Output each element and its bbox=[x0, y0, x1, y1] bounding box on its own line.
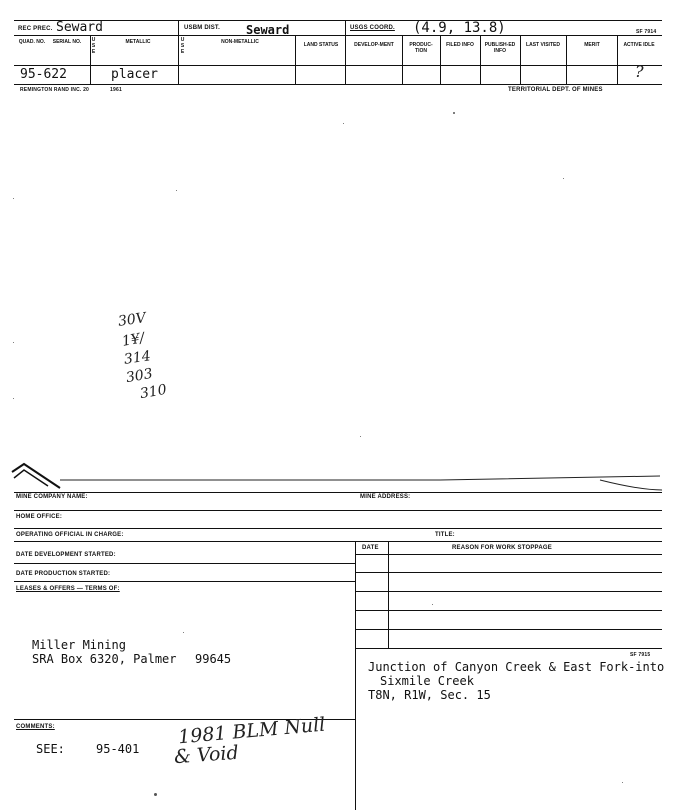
see-value: 95-401 bbox=[96, 742, 140, 756]
col-serial-no: SERIAL NO. bbox=[52, 39, 82, 45]
col-development: DEVELOP-MENT bbox=[354, 42, 394, 48]
divider bbox=[402, 35, 403, 84]
handwritten-note-line-1: 1981 BLM Null bbox=[177, 713, 327, 749]
col-production: PRODUC-TION bbox=[409, 42, 433, 54]
divider bbox=[480, 35, 481, 84]
col-filed-info: FILED INFO bbox=[446, 42, 474, 48]
speck bbox=[154, 793, 157, 796]
rec-prec-value: Seward bbox=[56, 20, 103, 35]
date-col-label: DATE bbox=[362, 545, 379, 551]
date-divider bbox=[388, 541, 389, 649]
handwritten-number: 30V bbox=[117, 310, 147, 330]
handwritten-number: 303 bbox=[124, 365, 154, 387]
form-number-2: SF 7915 bbox=[630, 652, 651, 658]
printer-code: 1961 bbox=[110, 87, 122, 93]
location-line-2: Sixmile Creek bbox=[380, 674, 474, 688]
divider bbox=[520, 35, 521, 84]
comments-label: COMMENTS: bbox=[16, 724, 55, 730]
handwritten-number: 1¥/ bbox=[120, 330, 146, 350]
col-use: U S E bbox=[91, 37, 96, 55]
speck bbox=[453, 112, 455, 114]
divider bbox=[178, 20, 179, 84]
reason-col-label: REASON FOR WORK STOPPAGE bbox=[452, 545, 552, 551]
col-metallic: METALLIC bbox=[125, 39, 151, 45]
handwritten-number: 310 bbox=[138, 381, 168, 403]
header-rule bbox=[14, 35, 662, 36]
speck bbox=[360, 436, 361, 437]
quad-serial-value: 95-622 bbox=[20, 67, 67, 82]
form-number: SF 7914 bbox=[636, 29, 657, 35]
col-non-metallic: NON-METALLIC bbox=[221, 39, 259, 45]
speck bbox=[176, 190, 177, 191]
table-rule bbox=[355, 648, 662, 649]
speck bbox=[563, 178, 564, 179]
department-label: TERRITORIAL DEPT. OF MINES bbox=[508, 87, 603, 93]
location-line-1: Junction of Canyon Creek & East Fork-into bbox=[368, 660, 665, 674]
company-zip: 99645 bbox=[195, 652, 232, 666]
divider bbox=[295, 35, 296, 84]
leases-label: LEASES & OFFERS — TERMS OF: bbox=[16, 586, 120, 592]
record-rule bbox=[14, 65, 662, 66]
mine-company-name-label: MINE COMPANY NAME: bbox=[16, 494, 88, 500]
usgs-coord-label: USGS COORD. bbox=[350, 25, 395, 31]
usgs-coord-value: (4.9, 13.8) bbox=[413, 20, 506, 36]
table-rule bbox=[355, 591, 662, 592]
form-rule bbox=[14, 581, 355, 582]
speck bbox=[432, 604, 433, 605]
table-rule bbox=[355, 572, 662, 573]
divider bbox=[345, 20, 346, 84]
form-rule bbox=[14, 528, 662, 529]
home-office-label: HOME OFFICE: bbox=[16, 514, 63, 520]
divider bbox=[566, 35, 567, 84]
date-development-label: DATE DEVELOPMENT STARTED: bbox=[16, 552, 116, 558]
company-name: Miller Mining bbox=[32, 638, 126, 652]
printer-label: REMINGTON RAND INC. 20 bbox=[20, 87, 90, 93]
metallic-value: placer bbox=[111, 67, 158, 82]
col-land-status: LAND STATUS bbox=[303, 42, 339, 48]
title-label: TITLE: bbox=[435, 532, 455, 538]
usbm-dist-label: USBM DIST. bbox=[184, 25, 221, 31]
see-label: SEE: bbox=[36, 742, 65, 756]
speck bbox=[13, 342, 14, 343]
col-last-visited: LAST VISITED bbox=[526, 42, 560, 48]
col-merit: MERIT bbox=[584, 42, 600, 48]
form-rule bbox=[14, 541, 662, 542]
divider bbox=[617, 35, 618, 84]
location-line-3: T8N, R1W, Sec. 15 bbox=[368, 688, 491, 702]
col-use-2: U S E bbox=[180, 37, 185, 55]
col-quad-no: QUAD. NO. bbox=[18, 39, 46, 45]
table-rule bbox=[355, 554, 662, 555]
bottom-rule bbox=[14, 84, 662, 85]
active-idle-mark: ? bbox=[635, 62, 644, 81]
company-address: SRA Box 6320, Palmer bbox=[32, 652, 177, 666]
operating-official-label: OPERATING OFFICIAL IN CHARGE: bbox=[16, 532, 124, 538]
col-published-info: PUBLISH-ED INFO bbox=[484, 42, 516, 54]
usbm-dist-value: Seward bbox=[246, 23, 290, 37]
speck bbox=[13, 398, 14, 399]
form-rule bbox=[14, 563, 355, 564]
form-rule bbox=[14, 510, 662, 511]
speck bbox=[13, 198, 14, 199]
table-rule bbox=[355, 610, 662, 611]
form-rule bbox=[14, 492, 662, 493]
table-rule bbox=[355, 629, 662, 630]
speck bbox=[622, 782, 623, 783]
date-production-label: DATE PRODUCTION STARTED: bbox=[16, 571, 111, 577]
center-divider bbox=[355, 541, 356, 810]
handwritten-number: 314 bbox=[123, 348, 152, 368]
divider bbox=[440, 35, 441, 84]
mine-address-label: MINE ADDRESS: bbox=[360, 494, 411, 500]
col-active-idle: ACTIVE IDLE bbox=[623, 42, 655, 48]
handwritten-note-line-2: & Void bbox=[173, 741, 240, 769]
speck bbox=[183, 632, 184, 633]
speck bbox=[343, 123, 344, 124]
top-rule bbox=[14, 20, 662, 21]
rec-prec-label: REC PREC. bbox=[18, 26, 53, 32]
